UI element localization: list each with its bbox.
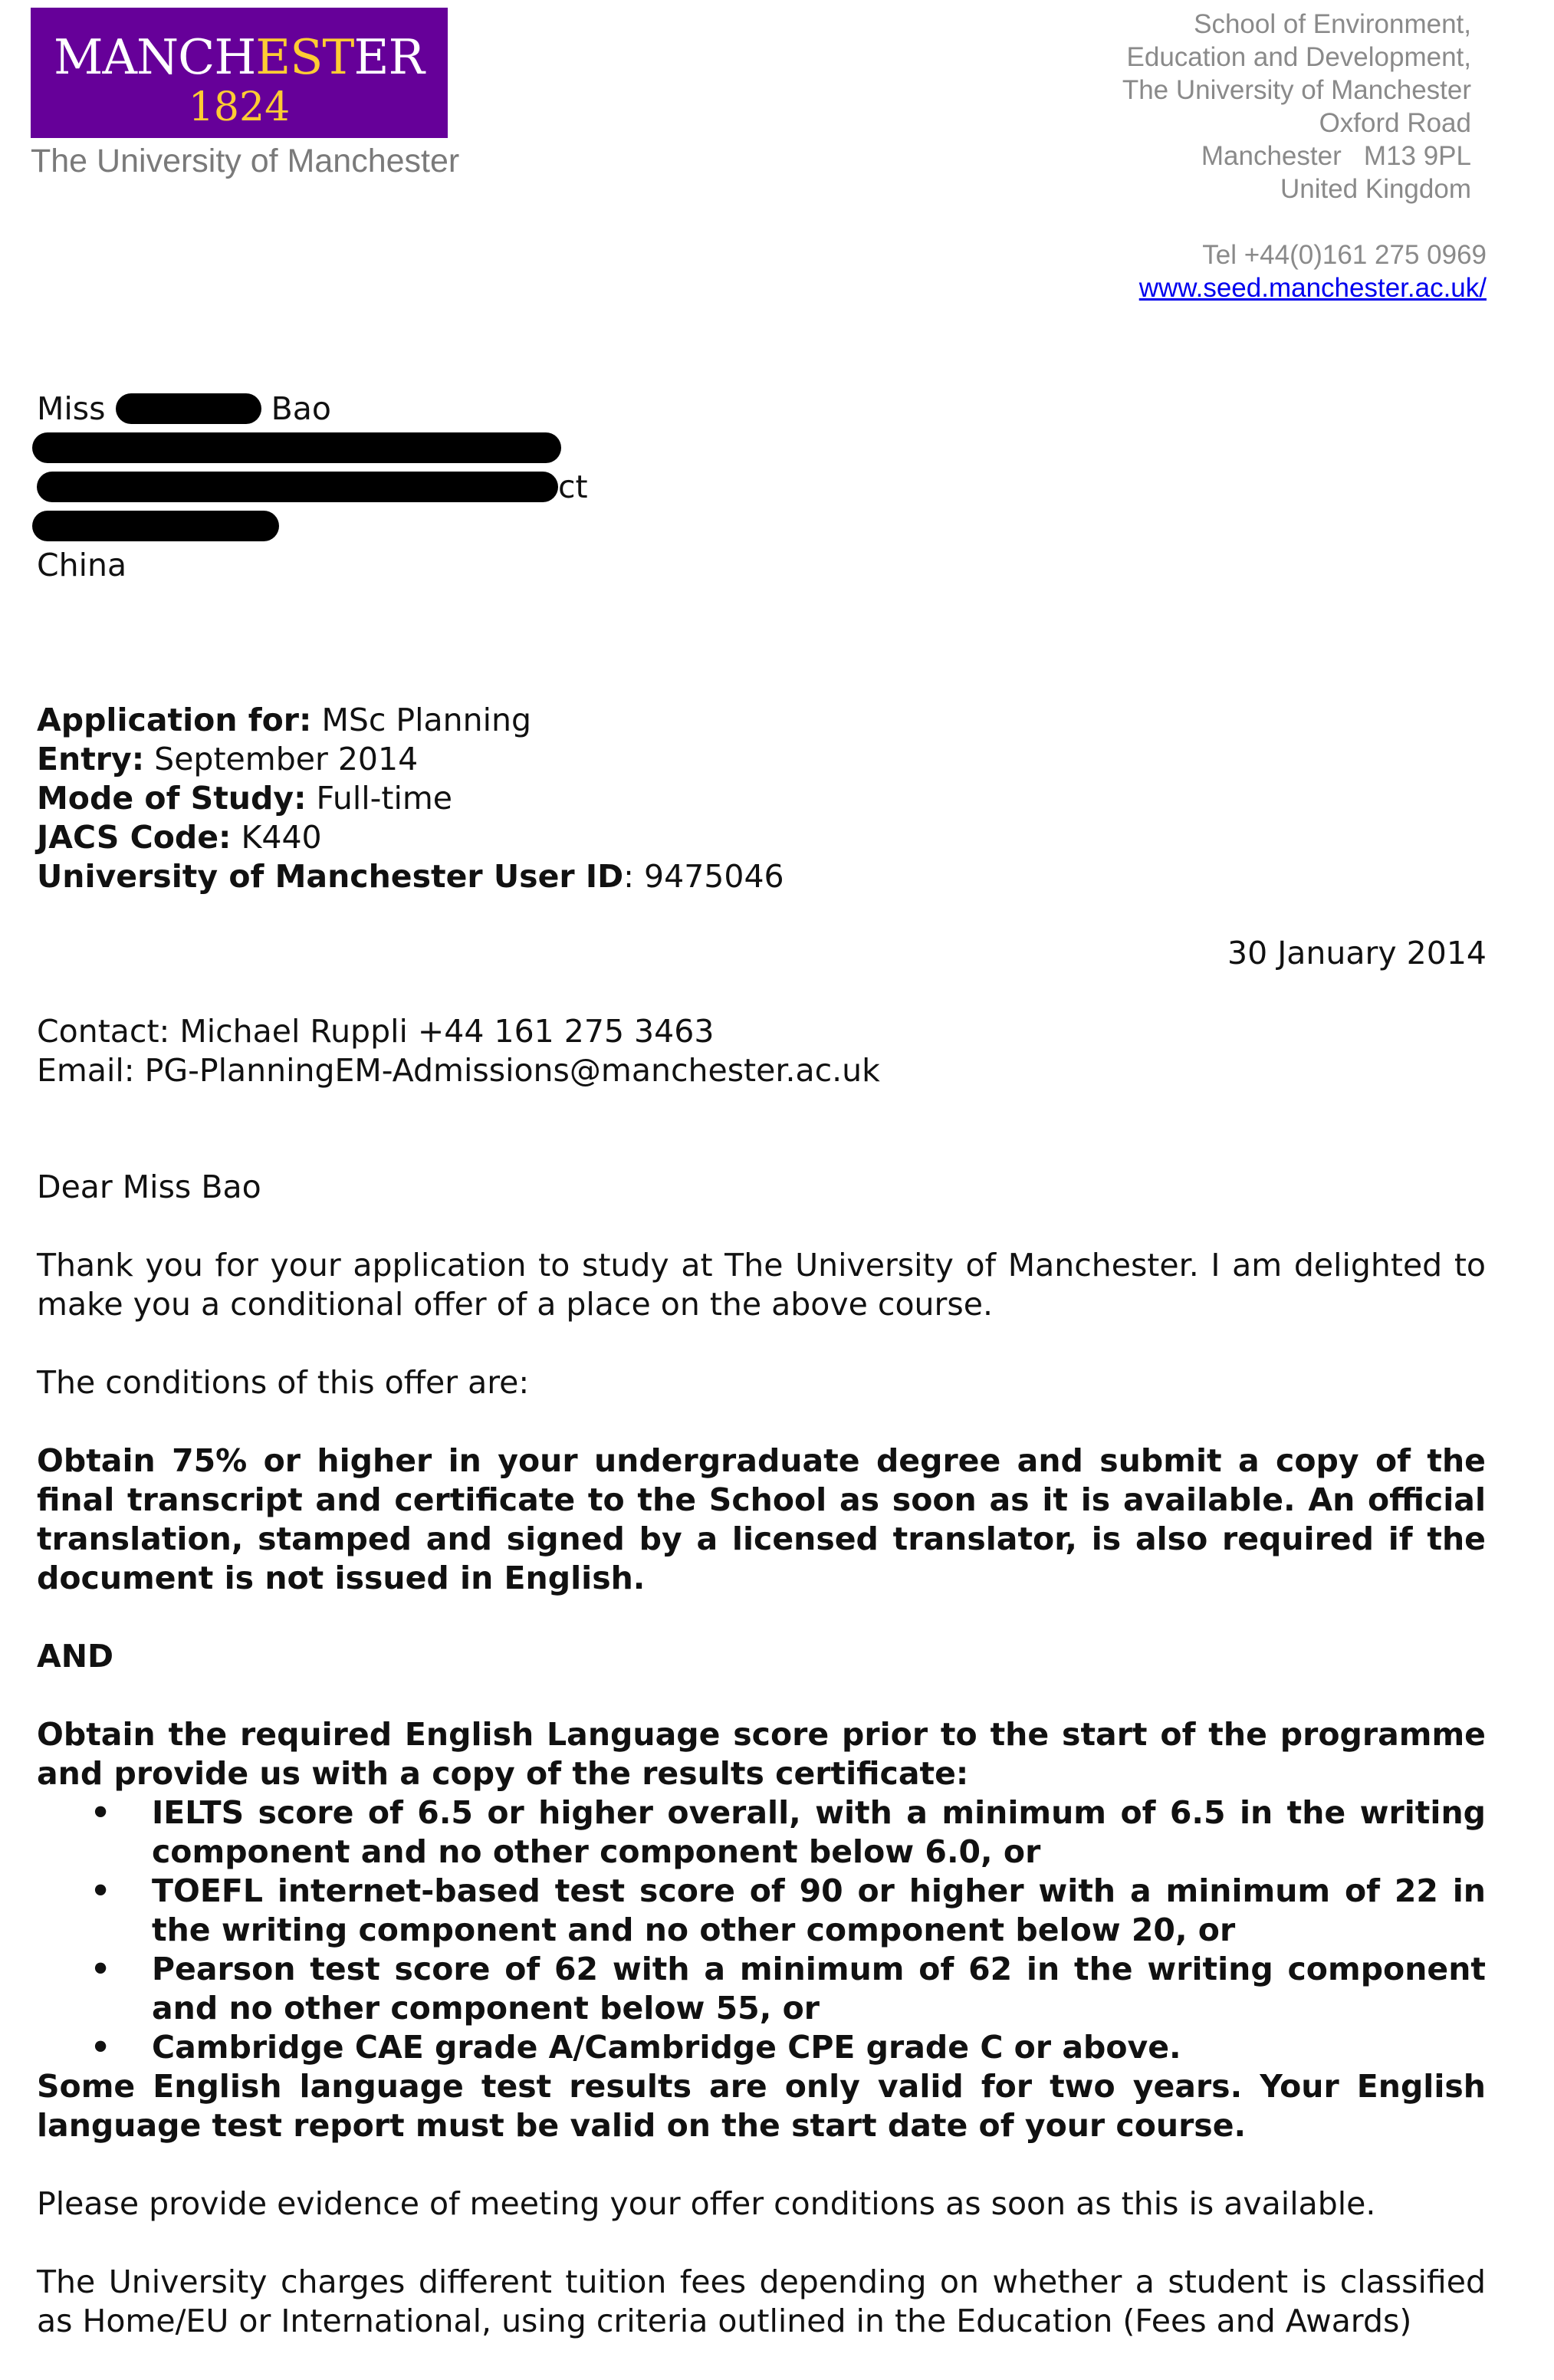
school-address-line: Education and Development, bbox=[1126, 42, 1471, 72]
contact-info bbox=[37, 1012, 1486, 1090]
list-item: • Cambridge CAE grade A/Cambridge CPE grade C or above. bbox=[90, 2029, 1181, 2066]
redaction-block bbox=[32, 432, 561, 463]
and-separator: AND bbox=[37, 1638, 114, 1675]
contact-line: Contact: Michael Ruppli +44 161 275 3463 bbox=[37, 1013, 715, 1050]
validity-note: Some English language test results are only valid for two years. Your English language test report must be valid on the start date of your course. bbox=[37, 2068, 1486, 2144]
email-line: Email: PG-PlanningEM-Admissions@manchester.ac.uk bbox=[37, 1052, 880, 1089]
recipient-country: China bbox=[37, 547, 127, 583]
redaction-block bbox=[116, 393, 261, 424]
bullet-icon: • bbox=[90, 1794, 111, 1831]
application-value: MSc Planning bbox=[311, 702, 532, 738]
user-id-value: : 9475046 bbox=[623, 858, 784, 895]
school-address-line: School of Environment, bbox=[1194, 9, 1471, 39]
school-telephone: Tel +44(0)161 275 0969 bbox=[1202, 240, 1487, 270]
application-details bbox=[37, 701, 1486, 896]
condition-degree: Obtain 75% or higher in your undergraduate degree and submit a copy of the final transcript and certificate to the School as soon as it is available. An official translation, stamped and signed by a licensed translator, is also required if the document is not issued in English. bbox=[37, 1442, 1486, 1596]
evidence-paragraph: Please provide evidence of meeting your offer conditions as soon as this is available. bbox=[37, 2185, 1376, 2222]
recipient-title: Miss bbox=[37, 390, 106, 427]
entry-label: Entry: bbox=[37, 741, 145, 777]
logo-wordmark: MANCHESTER bbox=[54, 29, 424, 85]
university-logo bbox=[31, 8, 448, 138]
list-item: • TOEFL internet-based test score of 90 or higher with a minimum of 22 in the writing component and no other component below 20, or bbox=[90, 1872, 1486, 1948]
redaction-block bbox=[37, 472, 558, 502]
letter-body bbox=[37, 1168, 1486, 2380]
application-label: Application for: bbox=[37, 702, 312, 738]
user-id-label: University of Manchester User ID bbox=[37, 858, 624, 895]
school-website-link[interactable]: www.seed.manchester.ac.uk/ bbox=[1138, 273, 1487, 303]
conditions-intro: The conditions of this offer are: bbox=[37, 1364, 530, 1401]
recipient-surname: Bao bbox=[271, 390, 331, 427]
mode-value: Full-time bbox=[306, 780, 453, 817]
entry-value: September 2014 bbox=[144, 741, 419, 777]
jacs-label: JACS Code: bbox=[37, 819, 232, 856]
mode-label: Mode of Study: bbox=[37, 780, 307, 817]
bullet-icon: • bbox=[90, 1872, 111, 1909]
school-address-line: Oxford Road bbox=[1319, 108, 1471, 138]
logo-year: 1824 bbox=[188, 84, 291, 130]
intro-paragraph: Thank you for your application to study at The University of Manchester. I am delighted to make you a conditional offer of a place on the above course. bbox=[37, 1247, 1486, 1323]
list-item: • Pearson test score of 62 with a minimum of 62 in the writing component and no other component below 55, or bbox=[90, 1951, 1486, 2027]
logo-subtitle: The University of Manchester bbox=[31, 143, 460, 179]
condition-english: Obtain the required English Language score prior to the start of the programme and provide us with a copy of the results certificate: bbox=[37, 1716, 1486, 1792]
english-options-list bbox=[37, 1793, 1486, 2067]
school-address bbox=[1122, 8, 1487, 304]
fees-paragraph: The University charges different tuition fees depending on whether a student is classified as Home/EU or International, using criteria outlined in the Education (Fees and Awards) bbox=[37, 2263, 1486, 2339]
list-item: • IELTS score of 6.5 or higher overall, with a minimum of 6.5 in the writing component and no other component below 6.0, or bbox=[90, 1794, 1486, 1870]
recipient-address-fragment: ct bbox=[558, 468, 588, 505]
recipient-address bbox=[37, 390, 1486, 585]
redaction-block bbox=[32, 511, 279, 541]
bullet-icon: • bbox=[90, 1951, 111, 1987]
letter-date: 30 January 2014 bbox=[1227, 935, 1487, 971]
salutation: Dear Miss Bao bbox=[37, 1169, 261, 1205]
school-address-line: The University of Manchester bbox=[1122, 75, 1471, 105]
bullet-icon: • bbox=[90, 2029, 111, 2066]
school-address-line: Manchester M13 9PL bbox=[1201, 141, 1471, 171]
jacs-value: K440 bbox=[231, 819, 322, 856]
school-address-line: United Kingdom bbox=[1280, 174, 1471, 204]
